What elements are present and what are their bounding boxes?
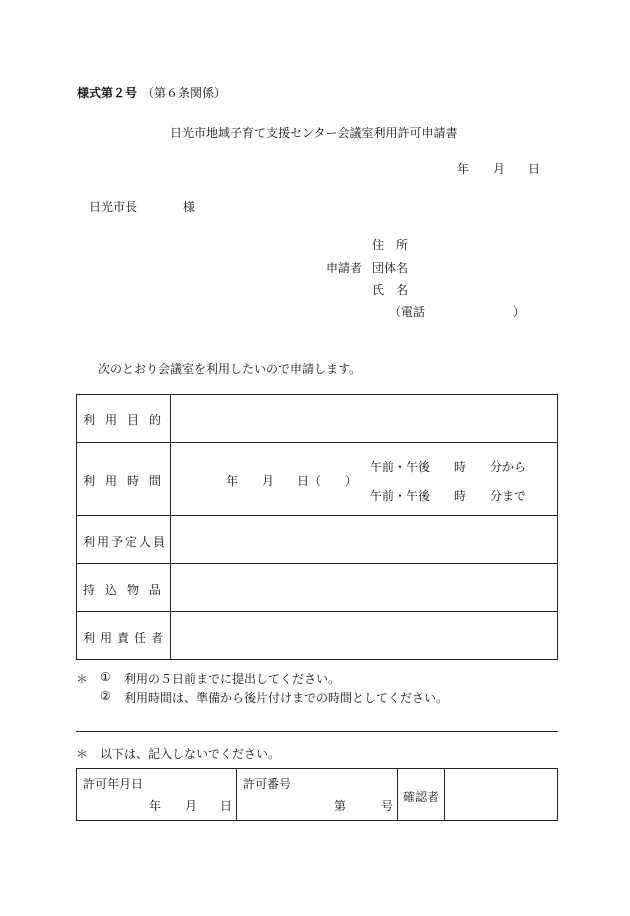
applicant-phone-open: （電話 [389,305,426,319]
applicant-label: 申請者 [326,261,363,275]
office-instruction: 以下は、記入しないでください。 [100,747,281,761]
form-number: 様式第２号 [77,86,138,100]
notes-asterisk: ＊ [76,672,89,686]
applicant-phone-close: ） [513,305,526,319]
items-label: 持込物品 [83,583,172,597]
office-column-divider [236,768,237,821]
permit-day: 日 [220,799,233,813]
time-year: 年 [226,474,239,488]
table-column-divider [170,394,171,660]
note2-text: 利用時間は、準備から後片付けまでの時間としてください。 [124,691,449,705]
addressee-name: 日光市長 [89,200,138,214]
attendees-label: 利用予定人員 [83,535,168,549]
permit-month: 月 [185,799,198,813]
table-row-divider [76,442,558,443]
page-title: 日光市地域子育て支援センター会議室利用許可申請書 [170,126,458,140]
application-table [76,394,558,660]
date-day: 日 [528,162,541,176]
table-row-divider [76,611,558,612]
section-divider [76,731,558,732]
note1-number: ① [100,670,111,684]
permit-number-suffix: 号 [381,799,394,813]
table-row-divider [76,563,558,564]
office-column-divider [397,768,398,821]
note1-text: 利用の５日前までに提出してください。 [124,672,341,686]
permit-year: 年 [149,799,162,813]
addressee-honorific: 様 [183,200,196,214]
office-asterisk: ＊ [76,747,89,761]
applicant-name-label: 氏 名 [372,283,409,297]
table-row-divider [76,515,558,516]
purpose-label: 利用目的 [83,413,172,427]
start-ampm: 午前・午後 [370,460,431,474]
permit-number-label: 許可番号 [243,777,292,791]
office-column-divider [444,768,445,821]
intro-text: 次のとおり会議室を利用したいので申請します。 [98,362,362,376]
time-day: 日（ ） [297,474,358,488]
end-minute: 分まで [490,489,527,503]
permit-number-prefix: 第 [334,799,347,813]
applicant-group-label: 団体名 [372,261,409,275]
end-ampm: 午前・午後 [370,489,431,503]
note2-number: ② [100,689,111,703]
time-label: 利用時間 [83,474,172,488]
end-hour: 時 [454,489,467,503]
form-relation: （第６条関係） [142,86,227,100]
start-minute: 分から [490,460,527,474]
responsible-label: 利用責任者 [83,631,169,645]
start-hour: 時 [454,460,467,474]
date-year: 年 [457,162,470,176]
confirmer-label: 確認者 [403,790,440,804]
permit-date-label: 許可年月日 [83,777,144,791]
time-month: 月 [262,474,275,488]
date-month: 月 [493,162,506,176]
applicant-address-label: 住 所 [372,238,409,252]
